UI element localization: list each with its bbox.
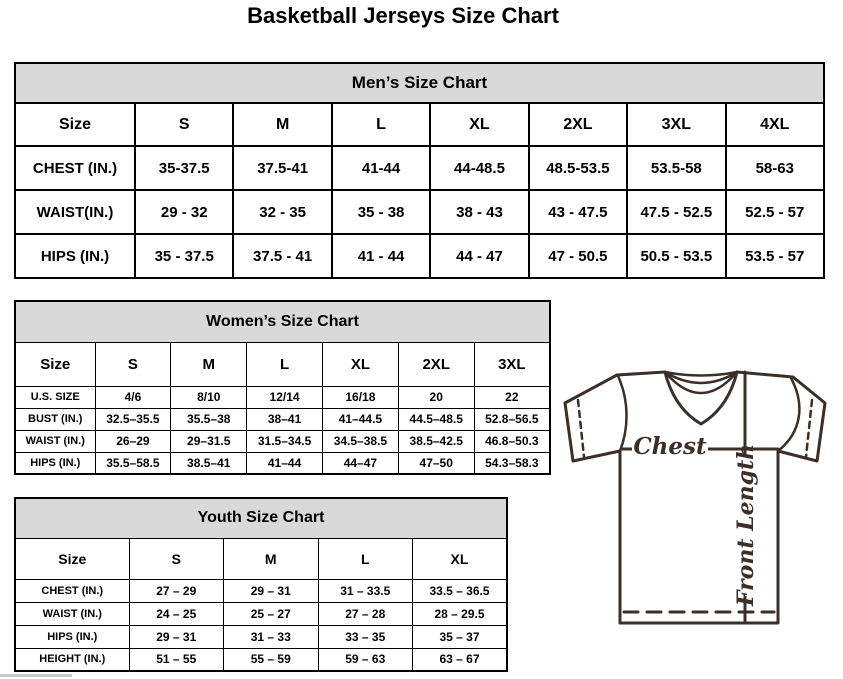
jersey-outline bbox=[565, 372, 825, 623]
size-value-cell: 47.5 - 52.5 bbox=[627, 190, 725, 234]
size-value-cell: 38–41 bbox=[247, 408, 323, 430]
left-cuff-dashed-line bbox=[578, 400, 584, 457]
size-value-cell: 52.8–56.5 bbox=[474, 408, 550, 430]
table-row bbox=[15, 408, 550, 430]
size-value-cell: 35 - 37.5 bbox=[135, 234, 233, 278]
size-column-header: 2XL bbox=[529, 103, 627, 146]
size-value-cell: 41–44.5 bbox=[322, 408, 398, 430]
header-row bbox=[15, 103, 824, 146]
mens-size-chart-table bbox=[14, 62, 825, 279]
size-column-header: L bbox=[247, 342, 323, 386]
size-column-header: S bbox=[135, 103, 233, 146]
size-value-cell: 38 - 43 bbox=[430, 190, 528, 234]
size-column-header: 3XL bbox=[627, 103, 725, 146]
size-value-cell: 32 - 35 bbox=[233, 190, 331, 234]
size-value-cell: 35.5–58.5 bbox=[95, 452, 171, 474]
size-value-cell: 44 - 47 bbox=[430, 234, 528, 278]
size-value-cell: 25 – 27 bbox=[224, 602, 319, 625]
table-row bbox=[15, 625, 507, 648]
size-column-header: S bbox=[95, 342, 171, 386]
table-row bbox=[15, 386, 550, 408]
size-value-cell: 48.5-53.5 bbox=[529, 146, 627, 190]
row-label: WAIST(IN.) bbox=[15, 190, 135, 234]
size-value-cell: 41-44 bbox=[332, 146, 430, 190]
front-length-label: Front Length bbox=[733, 443, 759, 607]
table-row bbox=[15, 146, 824, 190]
size-label-header: Size bbox=[15, 103, 135, 146]
table-row bbox=[15, 430, 550, 452]
row-label: HIPS (IN.) bbox=[15, 625, 129, 648]
size-value-cell: 34.5–38.5 bbox=[322, 430, 398, 452]
size-value-cell: 27 – 28 bbox=[318, 602, 413, 625]
size-value-cell: 47–50 bbox=[398, 452, 474, 474]
size-label-header: Size bbox=[15, 342, 95, 386]
size-value-cell: 50.5 - 53.5 bbox=[627, 234, 725, 278]
size-value-cell: 54.3–58.3 bbox=[474, 452, 550, 474]
table-row bbox=[15, 190, 824, 234]
row-label: HIPS (IN.) bbox=[15, 452, 95, 474]
size-column-header: M bbox=[233, 103, 331, 146]
chest-label: Chest bbox=[633, 433, 707, 460]
row-label: HEIGHT (IN.) bbox=[15, 648, 129, 671]
size-column-header: XL bbox=[322, 342, 398, 386]
size-value-cell: 53.5 - 57 bbox=[726, 234, 824, 278]
table-row bbox=[15, 452, 550, 474]
right-armhole-seam bbox=[778, 378, 799, 451]
row-label: WAIST (IN.) bbox=[15, 430, 95, 452]
size-value-cell: 12/14 bbox=[247, 386, 323, 408]
size-column-header: S bbox=[129, 538, 224, 579]
size-value-cell: 44-48.5 bbox=[430, 146, 528, 190]
size-value-cell: 28 – 29.5 bbox=[413, 602, 508, 625]
table-title: Youth Size Chart bbox=[15, 498, 507, 538]
size-column-header: XL bbox=[413, 538, 508, 579]
size-value-cell: 22 bbox=[474, 386, 550, 408]
size-value-cell: 32.5–35.5 bbox=[95, 408, 171, 430]
size-value-cell: 24 – 25 bbox=[129, 602, 224, 625]
size-value-cell: 38.5–41 bbox=[171, 452, 247, 474]
size-value-cell: 29 – 31 bbox=[129, 625, 224, 648]
size-value-cell: 29 - 32 bbox=[135, 190, 233, 234]
size-value-cell: 31 – 33.5 bbox=[318, 579, 413, 602]
table-title: Men’s Size Chart bbox=[15, 63, 824, 103]
size-value-cell: 31.5–34.5 bbox=[247, 430, 323, 452]
header-row bbox=[15, 342, 550, 386]
left-armhole-seam bbox=[618, 376, 627, 451]
size-value-cell: 43 - 47.5 bbox=[529, 190, 627, 234]
page-title: Basketball Jerseys Size Chart bbox=[247, 3, 559, 28]
size-label-header: Size bbox=[15, 538, 129, 579]
size-value-cell: 35 - 38 bbox=[332, 190, 430, 234]
collar-rib-line bbox=[665, 372, 737, 376]
size-value-cell: 47 - 50.5 bbox=[529, 234, 627, 278]
size-column-header: M bbox=[171, 342, 247, 386]
size-value-cell: 31 – 33 bbox=[224, 625, 319, 648]
jersey-measurement-diagram bbox=[556, 360, 843, 672]
size-column-header: M bbox=[224, 538, 319, 579]
size-value-cell: 44–47 bbox=[322, 452, 398, 474]
size-value-cell: 27 – 29 bbox=[129, 579, 224, 602]
collar-v-icon bbox=[665, 372, 737, 424]
size-value-cell: 41–44 bbox=[247, 452, 323, 474]
row-label: BUST (IN.) bbox=[15, 408, 95, 430]
table-row bbox=[15, 234, 824, 278]
table-row bbox=[15, 579, 507, 602]
size-value-cell: 59 – 63 bbox=[318, 648, 413, 671]
size-column-header: 2XL bbox=[398, 342, 474, 386]
size-value-cell: 41 - 44 bbox=[332, 234, 430, 278]
table-row bbox=[15, 602, 507, 625]
size-value-cell: 16/18 bbox=[322, 386, 398, 408]
size-value-cell: 35.5–38 bbox=[171, 408, 247, 430]
womens-size-chart-table bbox=[14, 300, 551, 475]
row-label: CHEST (IN.) bbox=[15, 579, 129, 602]
size-value-cell: 51 – 55 bbox=[129, 648, 224, 671]
size-value-cell: 29–31.5 bbox=[171, 430, 247, 452]
row-label: U.S. SIZE bbox=[15, 386, 95, 408]
size-value-cell: 46.8–50.3 bbox=[474, 430, 550, 452]
row-label: WAIST (IN.) bbox=[15, 602, 129, 625]
row-label: CHEST (IN.) bbox=[15, 146, 135, 190]
size-value-cell: 44.5–48.5 bbox=[398, 408, 474, 430]
size-value-cell: 53.5-58 bbox=[627, 146, 725, 190]
size-value-cell: 4/6 bbox=[95, 386, 171, 408]
size-value-cell: 55 – 59 bbox=[224, 648, 319, 671]
size-value-cell: 33.5 – 36.5 bbox=[413, 579, 508, 602]
size-value-cell: 37.5-41 bbox=[233, 146, 331, 190]
size-value-cell: 37.5 - 41 bbox=[233, 234, 331, 278]
size-value-cell: 33 – 35 bbox=[318, 625, 413, 648]
table-row bbox=[15, 648, 507, 671]
size-value-cell: 52.5 - 57 bbox=[726, 190, 824, 234]
size-column-header: L bbox=[318, 538, 413, 579]
size-value-cell: 58-63 bbox=[726, 146, 824, 190]
size-column-header: 4XL bbox=[726, 103, 824, 146]
size-value-cell: 29 – 31 bbox=[224, 579, 319, 602]
row-label: HIPS (IN.) bbox=[15, 234, 135, 278]
scrollbar-fragment[interactable] bbox=[0, 674, 72, 677]
header-row bbox=[15, 538, 507, 579]
size-value-cell: 35 – 37 bbox=[413, 625, 508, 648]
size-value-cell: 63 – 67 bbox=[413, 648, 508, 671]
youth-size-chart-table bbox=[14, 497, 508, 672]
right-cuff-dashed-line bbox=[806, 400, 812, 457]
size-value-cell: 8/10 bbox=[171, 386, 247, 408]
size-value-cell: 26–29 bbox=[95, 430, 171, 452]
size-column-header: L bbox=[332, 103, 430, 146]
size-column-header: 3XL bbox=[474, 342, 550, 386]
table-title: Women’s Size Chart bbox=[15, 301, 550, 342]
size-value-cell: 20 bbox=[398, 386, 474, 408]
size-value-cell: 35-37.5 bbox=[135, 146, 233, 190]
size-value-cell: 38.5–42.5 bbox=[398, 430, 474, 452]
size-column-header: XL bbox=[430, 103, 528, 146]
